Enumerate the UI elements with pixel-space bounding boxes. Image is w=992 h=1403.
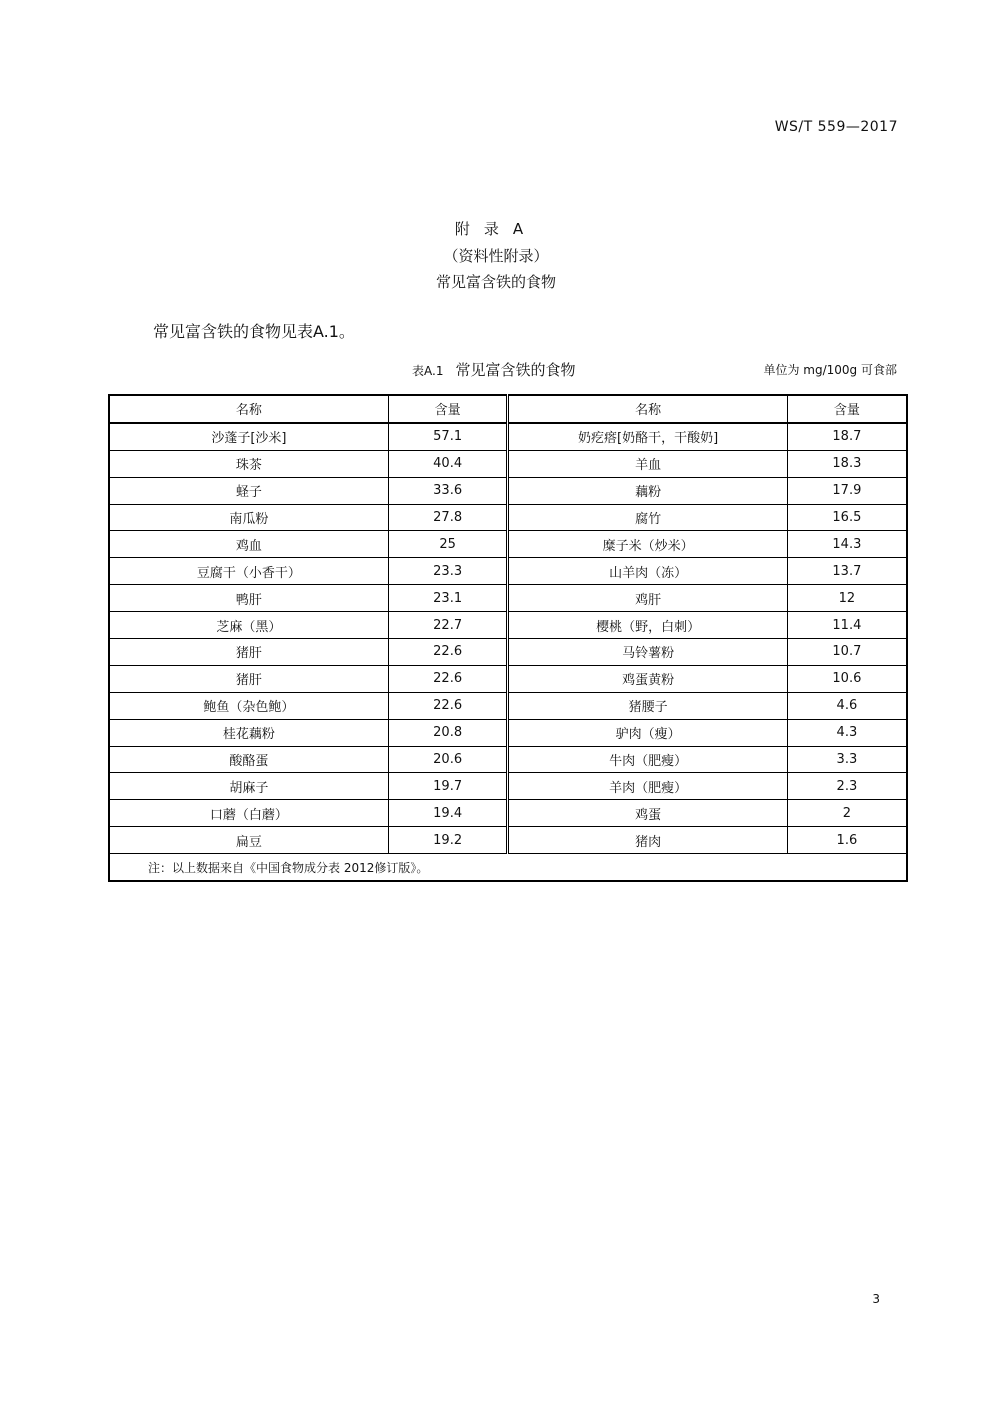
- food-name-left: 沙蓬子[沙米]: [109, 423, 388, 450]
- header-name-left: 名称: [109, 395, 388, 423]
- iron-content-right: 12: [787, 585, 907, 612]
- food-name-left: 扁豆: [109, 827, 388, 854]
- iron-content-left: 22.6: [388, 692, 508, 719]
- food-name-left: 鲍鱼（杂色鲍）: [109, 692, 388, 719]
- food-name-right: 鸡蛋黄粉: [508, 665, 787, 692]
- iron-content-right: 10.6: [787, 665, 907, 692]
- food-name-right: 羊肉（肥瘦）: [508, 773, 787, 800]
- food-name-right: 马铃薯粉: [508, 639, 787, 666]
- iron-content-right: 3.3: [787, 746, 907, 773]
- table-row: [109, 585, 907, 612]
- table-caption-title: 常见富含铁的食物: [455, 361, 576, 379]
- header-name-right: 名称: [508, 395, 787, 423]
- table-row: [109, 558, 907, 585]
- food-name-right: 藕粉: [508, 477, 787, 504]
- iron-content-left: 23.3: [388, 558, 508, 585]
- food-name-right: 猪肉: [508, 827, 787, 854]
- food-name-left: 鸡血: [109, 531, 388, 558]
- iron-content-right: 13.7: [787, 558, 907, 585]
- iron-content-left: 19.7: [388, 773, 508, 800]
- table-row: [109, 450, 907, 477]
- table-note: 注：以上数据来自《中国食物成分表 2012修订版》。: [109, 854, 907, 881]
- header-content-right: 含量: [787, 395, 907, 423]
- iron-content-left: 19.2: [388, 827, 508, 854]
- food-name-left: 芝麻（黑）: [109, 612, 388, 639]
- table-unit: 单位为 mg/100g 可食部: [763, 363, 897, 377]
- table-row: [109, 746, 907, 773]
- table-row: [109, 477, 907, 504]
- iron-content-left: 20.8: [388, 719, 508, 746]
- iron-content-left: 23.1: [388, 585, 508, 612]
- appendix-title: 常见富含铁的食物: [435, 273, 556, 291]
- food-name-left: 蛏子: [109, 477, 388, 504]
- table-caption-label: 表A.1: [412, 364, 444, 378]
- table-row: [109, 773, 907, 800]
- table-row: [109, 612, 907, 639]
- table-row: [109, 665, 907, 692]
- food-name-left: 鸭肝: [109, 585, 388, 612]
- appendix-label: 附录A: [454, 220, 538, 238]
- table-row: [109, 719, 907, 746]
- iron-content-right: 18.3: [787, 450, 907, 477]
- iron-food-table: [108, 394, 908, 882]
- iron-content-right: 18.7: [787, 423, 907, 450]
- table-row: [109, 423, 907, 450]
- food-name-right: 腐竹: [508, 504, 787, 531]
- food-name-right: 牛肉（肥瘦）: [508, 746, 787, 773]
- iron-content-left: 22.6: [388, 665, 508, 692]
- table-caption: [412, 359, 575, 380]
- food-name-left: 珠茶: [109, 450, 388, 477]
- iron-content-left: 27.8: [388, 504, 508, 531]
- food-name-right: 糜子米（炒米）: [508, 531, 787, 558]
- iron-content-right: 2: [787, 800, 907, 827]
- food-name-right: 羊血: [508, 450, 787, 477]
- page-number: 3: [872, 1292, 880, 1306]
- iron-content-right: 2.3: [787, 773, 907, 800]
- iron-content-left: 25: [388, 531, 508, 558]
- table-row: [109, 800, 907, 827]
- table-row: [109, 827, 907, 854]
- food-name-left: 南瓜粉: [109, 504, 388, 531]
- iron-content-right: 1.6: [787, 827, 907, 854]
- table-row: [109, 531, 907, 558]
- iron-content-left: 57.1: [388, 423, 508, 450]
- iron-content-left: 20.6: [388, 746, 508, 773]
- appendix-type: （资料性附录）: [443, 247, 549, 265]
- food-name-left: 胡麻子: [109, 773, 388, 800]
- iron-content-right: 14.3: [787, 531, 907, 558]
- table-note-row: [109, 854, 907, 881]
- iron-content-left: 22.7: [388, 612, 508, 639]
- table-body: [109, 423, 907, 854]
- food-name-right: 驴肉（瘦）: [508, 719, 787, 746]
- food-name-right: 猪腰子: [508, 692, 787, 719]
- table-row: [109, 639, 907, 666]
- food-name-right: 鸡蛋: [508, 800, 787, 827]
- standard-number: WS/T 559—2017: [774, 119, 898, 135]
- food-name-left: 桂花藕粉: [109, 719, 388, 746]
- iron-content-right: 4.3: [787, 719, 907, 746]
- food-name-left: 猪肝: [109, 665, 388, 692]
- iron-content-right: 4.6: [787, 692, 907, 719]
- food-name-right: 山羊肉（冻）: [508, 558, 787, 585]
- food-name-left: 猪肝: [109, 639, 388, 666]
- food-name-left: 口蘑（白蘑）: [109, 800, 388, 827]
- iron-content-right: 16.5: [787, 504, 907, 531]
- food-name-left: 豆腐干（小香干）: [109, 558, 388, 585]
- iron-content-left: 40.4: [388, 450, 508, 477]
- food-name-right: 樱桃（野，白刺）: [508, 612, 787, 639]
- iron-content-left: 33.6: [388, 477, 508, 504]
- iron-content-right: 17.9: [787, 477, 907, 504]
- table-row: [109, 692, 907, 719]
- iron-content-right: 10.7: [787, 639, 907, 666]
- iron-content-left: 22.6: [388, 639, 508, 666]
- food-name-right: 奶疙瘩[奶酪干，干酸奶]: [508, 423, 787, 450]
- table-header-row: [109, 395, 907, 423]
- food-name-left: 酸酪蛋: [109, 746, 388, 773]
- food-name-right: 鸡肝: [508, 585, 787, 612]
- intro-paragraph: 常见富含铁的食物见表A.1。: [153, 322, 355, 341]
- iron-content-left: 19.4: [388, 800, 508, 827]
- iron-content-right: 11.4: [787, 612, 907, 639]
- table-row: [109, 504, 907, 531]
- header-content-left: 含量: [388, 395, 508, 423]
